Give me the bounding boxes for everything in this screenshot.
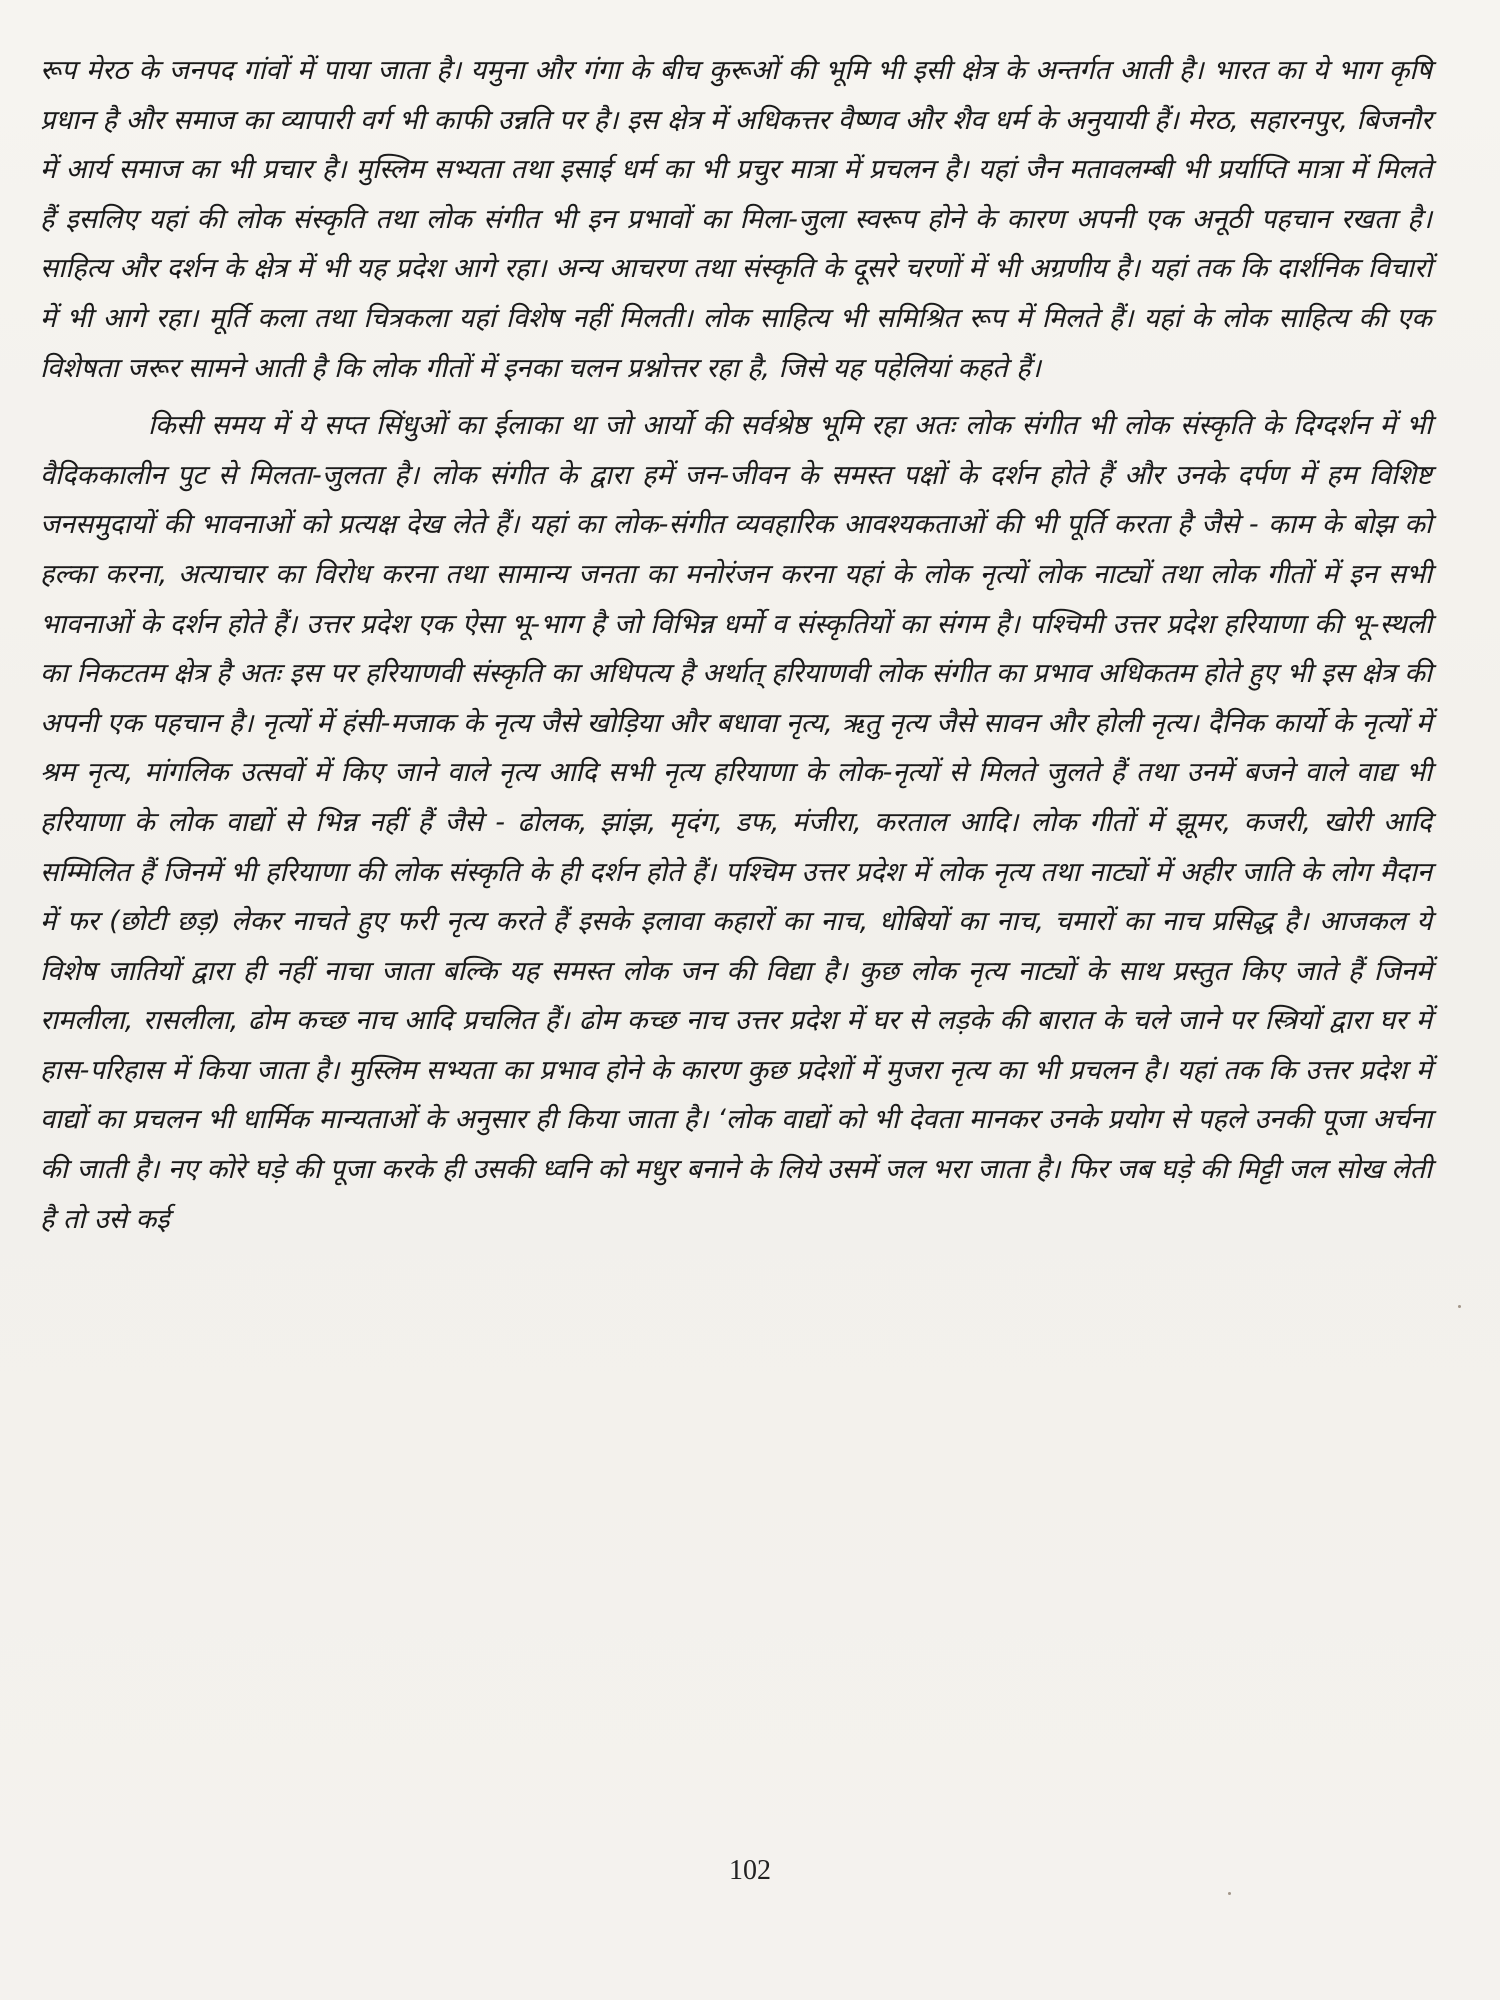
paper-speck xyxy=(1458,1305,1461,1308)
body-text xyxy=(40,46,1432,1244)
paragraph-1: रूप मेरठ के जनपद गांवों में पाया जाता है। यमुना और गंगा के बीच कुरूओं की भूमि भी इसी क्षेत्र के अन्तर्गत आती है। भारत का ये भाग कृषि प्रधान है और समाज का व्यापारी वर्ग भी काफी उन्नति पर है। इस क्षेत्र में अधिकत्तर वैष्णव और शैव धर्म के अनुयायी हैं। मेरठ, सहारनपुर, बिजनौर में आर्य समाज का भी प्रचार है। मुस्लिम सभ्यता तथा इसाई धर्म का भी प्रचुर मात्रा में प्रचलन है। यहां जैन मतावलम्बी भी प्रर्याप्ति मात्रा में मिलते हैं इसलिए यहां की लोक संस्कृति तथा लोक संगीत भी इन प्रभावों का मिला-जुला स्वरूप होने के कारण अपनी एक अनूठी पहचान रखता है। साहित्य और दर्शन के क्षेत्र में भी यह प्रदेश आगे रहा। अन्य आचरण तथा संस्कृति के दूसरे चरणों में भी अग्रणीय है। यहां तक कि दार्शनिक विचारों में भी आगे रहा। मूर्ति कला तथा चित्रकला यहां विशेष नहीं मिलती। लोक साहित्य भी समिश्रित रूप में मिलते हैं। यहां के लोक साहित्य की एक विशेषता जरूर सामने आती है कि लोक गीतों में इनका चलन प्रश्नोत्तर रहा है, जिसे यह पहेलियां कहते हैं। xyxy=(40,55,1432,384)
paper-speck xyxy=(1228,1892,1231,1895)
page-number: 102 xyxy=(729,1855,771,1886)
paragraph-2: किसी समय में ये सप्त सिंधुओं का ईलाका था जो आर्यो की सर्वश्रेष्ठ भूमि रहा अतः लोक संगीत भी लोक संस्कृति के दिग्दर्शन में भी वैदिककालीन पुट से मिलता-जुलता है। लोक संगीत के द्वारा हमें जन-जीवन के समस्त पक्षों के दर्शन होते हैं और उनके दर्पण में हम विशिष्ट जनसमुदायों की भावनाओं को प्रत्यक्ष देख लेते हैं। यहां का लोक-संगीत व्यवहारिक आवश्यकताओं की भी पूर्ति करता है जैसे - काम के बोझ को हल्का करना, अत्याचार का विरोध करना तथा सामान्य जनता का मनोरंजन करना यहां के लोक नृत्यों लोक नाट्यों तथा लोक गीतों में इन सभी भावनाओं के दर्शन होते हैं। उत्तर प्रदेश एक ऐसा भू-भाग है जो विभिन्न धर्मो व संस्कृतियों का संगम है। पश्चिमी उत्तर प्रदेश हरियाणा की भू-स्थली का निकटतम क्षेत्र है अतः इस पर हरियाणवी संस्कृति का अधिपत्य है अर्थात् हरियाणवी लोक संगीत का प्रभाव अधिकतम होते हुए भी इस क्षेत्र की अपनी एक पहचान है। नृत्यों में हंसी-मजाक के नृत्य जैसे खोड़िया और बधावा नृत्य, ऋतु नृत्य जैसे सावन और होली नृत्य। दैनिक कार्यो के नृत्यों में श्रम नृत्य, मांगलिक उत्सवों में किए जाने वाले नृत्य आदि सभी नृत्य हरियाणा के लोक-नृत्यों से मिलते जुलते हैं तथा उनमें बजने वाले वाद्य भी हरियाणा के लोक वाद्यों से भिन्न नहीं हैं जैसे - ढोलक, झांझ, मृदंग, डफ, मंजीरा, करताल आदि। लोक गीतों में झूमर, कजरी, खोरी आदि सम्मिलित हैं जिनमें भी हरियाणा की लोक संस्कृति के ही दर्शन होते हैं। पश्चिम उत्तर प्रदेश में लोक नृत्य तथा नाट्यों में अहीर जाति के लोग मैदान में फर (छोटी छड़) लेकर नाचते हुए फरी नृत्य करते हैं इसके इलावा कहारों का नाच, धोबियों का नाच, चमारों का नाच प्रसिद्ध है। आजकल ये विशेष जातियों द्वारा ही नहीं नाचा जाता बल्कि यह समस्त लोक जन की विद्या है। कुछ लोक नृत्य नाट्यों के साथ प्रस्तुत किए जाते हैं जिनमें रामलीला, रासलीला, ढोम कच्छ नाच आदि प्रचलित हैं। ढोम कच्छ नाच उत्तर प्रदेश में घर से लड़के की बारात के चले जाने पर स्त्रियों द्वारा घर में हास-परिहास में किया जाता है। मुस्लिम सभ्यता का प्रभाव होने के कारण कुछ प्रदेशों में मुजरा नृत्य का भी प्रचलन है। यहां तक कि उत्तर प्रदेश में वाद्यों का प्रचलन भी धार्मिक मान्यताओं के अनुसार ही किया जाता है। ‘लोक वाद्यों को भी देवता मानकर उनके प्रयोग से पहले उनकी पूजा अर्चना की जाती है। नए कोरे घड़े की पूजा करके ही उसकी ध्वनि को मधुर बनाने के लिये उसमें जल भरा जाता है। फिर जब घड़े की मिट्टी जल सोख लेती है तो उसे कई xyxy=(40,410,1433,1235)
